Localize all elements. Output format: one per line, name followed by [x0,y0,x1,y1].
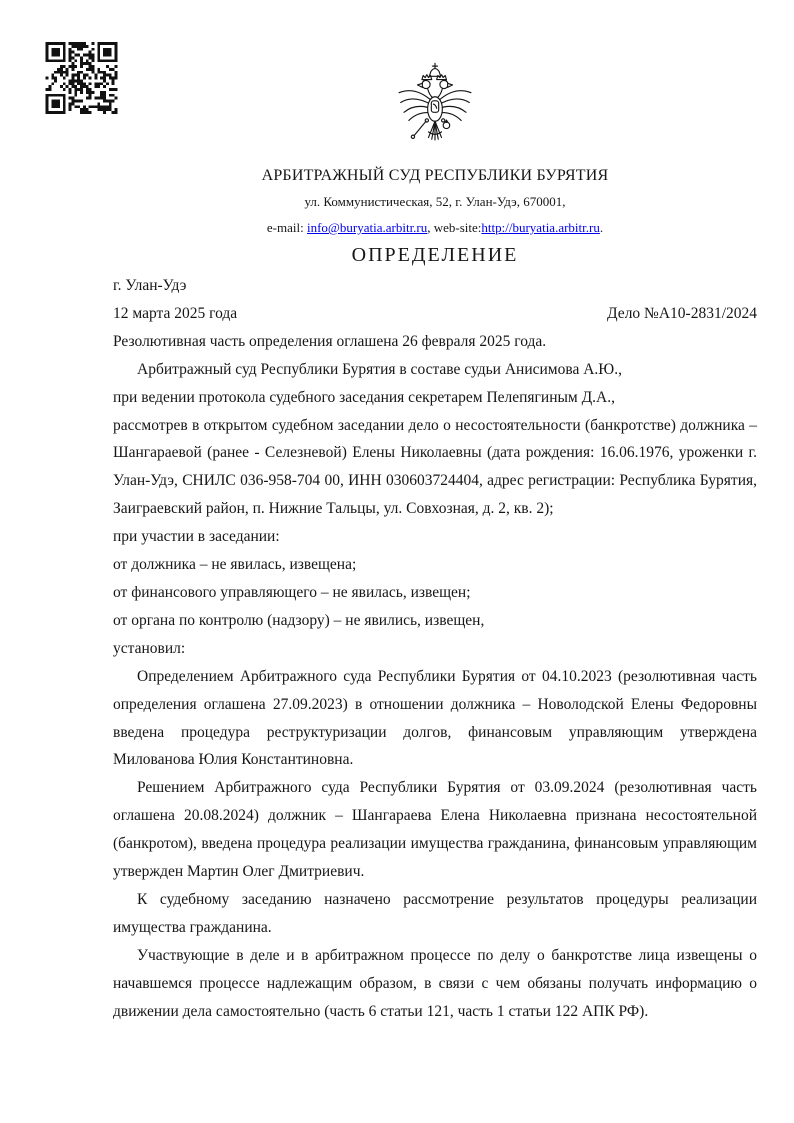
court-contacts [113,215,757,241]
paragraph: при ведении протокола судебного заседания секретарем Пелепягиным Д.А., [113,388,615,406]
date-case-row [113,300,757,328]
document-type-title: ОПРЕДЕЛЕНИЕ [351,244,519,266]
paragraph: Определением Арбитражного суда Республики Бурятия от 04.10.2023 (резолютивная часть определения оглашена 27.09.2023) в отношении должника – Новолодской Елены Федоровны введена процедура реструктуризации долгов, финансовым управляющим утверждена Милованова Юлия Константиновна. [113,667,757,769]
email-label: e-mail: [266,220,307,235]
paragraph: К судебному заседанию назначено рассмотрение результатов процедуры реализации имущества гражданина. [113,890,757,936]
place-line: г. Улан-Удэ [113,277,187,294]
court-name: АРБИТРАЖНЫЙ СУД РЕСПУБЛИКИ БУРЯТИЯ [261,167,609,184]
qr-code-icon [45,42,118,114]
resolution-announced-line: Резолютивная часть определения оглашена 26 февраля 2025 года. [113,332,547,350]
document-date: 12 марта 2025 года [113,304,238,322]
paragraph: от финансового управляющего – не явилась, извещен; [113,583,471,601]
case-number: Дело №А10-2831/2024 [607,304,757,322]
document-body [113,272,757,1025]
paragraph: установил: [113,639,186,657]
contacts-line-end: . [599,220,604,235]
paragraph: от должника – не явилась, извещена; [113,556,357,574]
email-link[interactable]: info@buryatia.arbitr.ru [306,220,428,235]
paragraph: при участии в заседании: [113,528,280,546]
paragraph: Участвующие в деле и в арбитражном процессе по делу о банкротстве лица извещены о начавшемся процессе надлежащим образом, в связи с чем обязаны получать информацию о движении дела самостоятельно (часть 6 статьи 121, часть 1 статьи 122 АПК РФ). [113,946,757,1020]
body-paragraphs [113,356,757,1026]
court-header [113,60,757,269]
website-label: , web-site: [427,220,482,235]
paragraph: от органа по контролю (надзору) – не явились, извещен, [113,611,485,629]
court-address: ул. Коммунистическая, 52, г. Улан-Удэ, 670001, [304,194,566,209]
paragraph: Решением Арбитражного суда Республики Бурятия от 03.09.2024 (резолютивная часть оглашена 20.08.2024) должник – Шангараева Елена Николаевна признана несостоятельной (банкротом), введена процедура реализации имущества гражданина, финансовым управляющим утвержден Мартин Олег Дмитриевич. [113,779,757,881]
paragraph: рассмотрев в открытом судебном заседании дело о несостоятельности (банкротстве) должника – Шангараевой (ранее - Селезневой) Елены Николаевны (дата рождения: 16.06.1976, уроженки г. Улан-Удэ, СНИЛС 036-958-704 00, ИНН 030603724404, адрес регистрации: Республика Бурятия, Заиграевский район, п. Нижние Тальцы, ул. Совхозная, д. 2, кв. 2); [113,416,757,518]
website-link[interactable]: http://buryatia.arbitr.ru [481,220,600,235]
russian-coat-of-arms-icon [393,60,477,158]
paragraph: Арбитражный суд Республики Бурятия в составе судьи Анисимова А.Ю., [137,360,622,378]
document-content [113,0,757,1025]
